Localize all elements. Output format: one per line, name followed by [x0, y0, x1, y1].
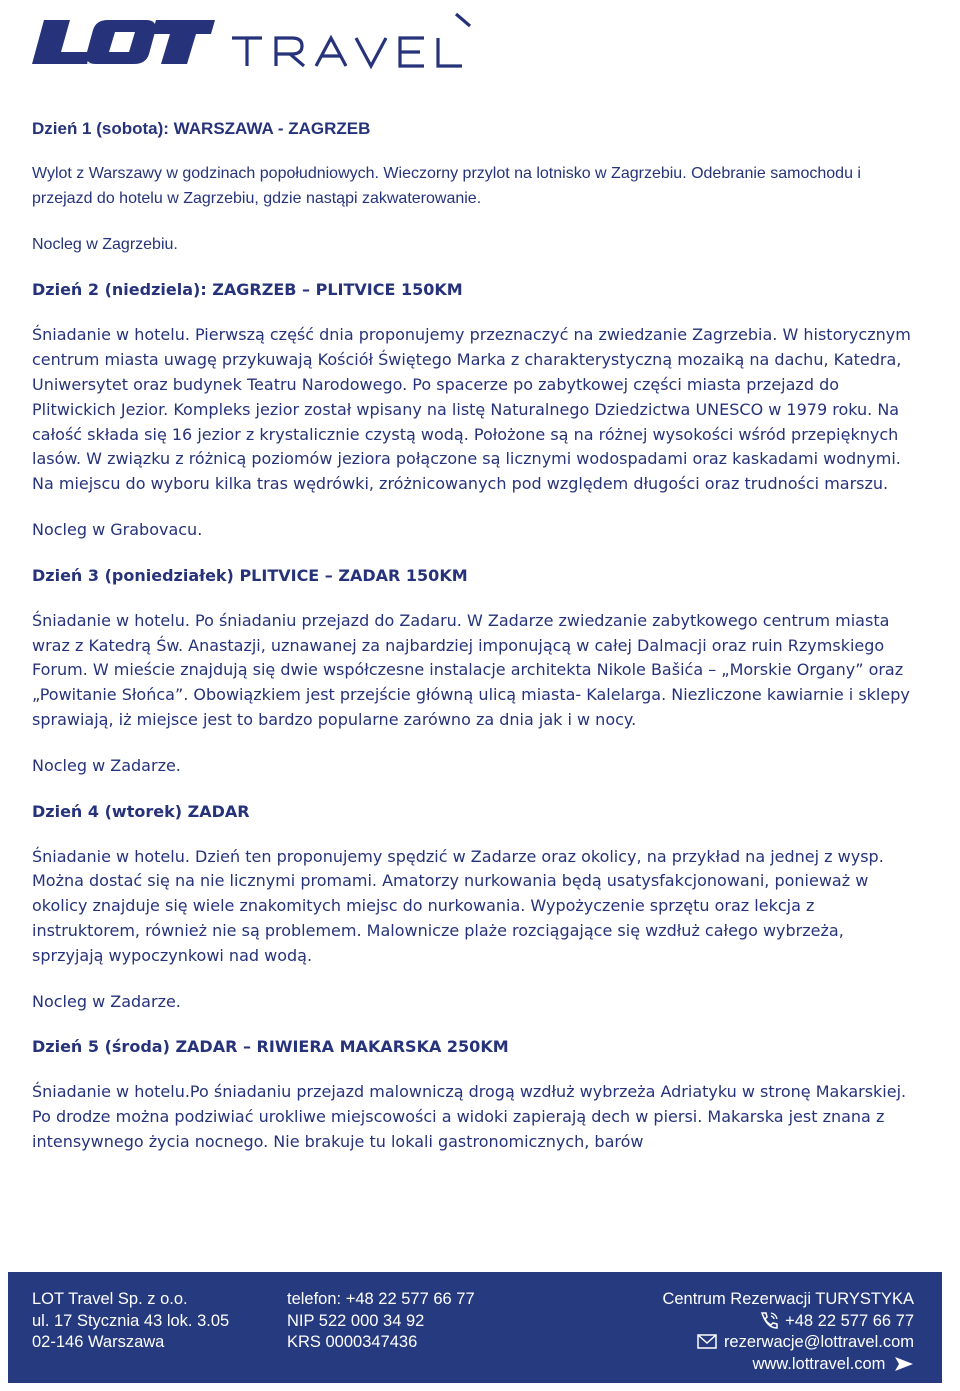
footer-krs: KRS 0000347436 [287, 1333, 418, 1351]
day-1-title: Dzień 1 (sobota): WARSZAWA - ZAGRZEB [32, 119, 371, 138]
footer-email-row[interactable] [662, 1332, 914, 1354]
footer-website[interactable]: www.lottravel.com [752, 1354, 886, 1373]
day-2-paragraph-1: Śniadanie w hotelu. Pierwszą część dnia proponujemy przeznaczyć na zwiedzanie Zagrzebia. W historycznym centrum miasta uwagę przykuwają Kościół Świętego Marka z charakterystyczną mozaiką na dachu, Katedra, Uniwersytet oraz budynek Teatru Narodowego. Po spacerze po zabytkowej części miasta przejazd do Plitwickich Jezior. Kompleks jezior został wpisany na listę Naturalnego Dziedzictwa UNESCO w 1979 roku. Na całość składa się 16 jezior z krystalicznie czystą wodą. Położone są na różnej wysokości wśród przepięknych lasów. W związku z różnicą poziomów jeziora połączone są licznymi wodospadami oraz kaskadami wodnymi. Na miejscu do wyboru kilka tras wędrówki, zróżnicowanych pod względem długości oraz trudności marszu. [32, 325, 911, 494]
phone-icon [759, 1311, 779, 1329]
footer-center-phone-row[interactable] [662, 1311, 914, 1333]
footer-address [32, 1289, 229, 1354]
lot-travel-logo-graphic [30, 8, 475, 70]
day-4-section [32, 800, 912, 1015]
day-2-paragraph-2: Nocleg w Grabovacu. [32, 519, 203, 539]
day-3-paragraph-2: Nocleg w Zadarze. [32, 755, 181, 775]
footer-street: ul. 17 Stycznia 43 lok. 3.05 [32, 1311, 230, 1330]
day-5-paragraph-1: Śniadanie w hotelu.Po śniadaniu przejazd malowniczą drogą wzdłuż wybrzeża Adriatyku w stronę Makarskiej. Po drodze można podziwiać urokliwe miejscowości a widoki zapierają dech w piersi. Makarska jest znana z intensywnego życia nocnego. Nie brakuje tu lokali gastronomicznych, barów [32, 1082, 907, 1151]
envelope-icon [696, 1332, 718, 1350]
footer-nip: NIP 522 000 34 92 [287, 1311, 425, 1330]
lot-travel-logo [30, 8, 475, 70]
day-4-title: Dzień 4 (wtorek) ZADAR [32, 801, 250, 821]
footer-email[interactable]: rezerwacje@lottravel.com [723, 1333, 914, 1351]
day-5-section [32, 1035, 912, 1154]
itinerary-content [32, 117, 912, 1176]
day-4-paragraph-2: Nocleg w Zadarze. [32, 991, 181, 1011]
footer-website-row[interactable] [662, 1354, 914, 1376]
day-3-paragraph-1: Śniadanie w hotelu. Po śniadaniu przejazd do Zadaru. W Zadarze zwiedzanie zabytkowego centrum miasta wraz z Katedrą Św. Anastazji, uznawanej za najbardziej imponującą w całej Dalmacji oraz ruin Rzymskiego Forum. W mieście znajdują się dwie współczesne instalacje architekta Nikole Bašića – „Morskie Organy” oraz „Powitanie Słońca”. Obowiązkiem jest przejście główną ulicą miasta- Kalelarga. Niezliczone kawiarnie i sklepy sprawiają, iż miejsce jest to bardzo popularne zarówno za dnia jak i w nocy. [32, 610, 910, 729]
footer-city: 02-146 Warszawa [32, 1333, 165, 1351]
day-1-paragraph-2: Nocleg w Zagrzebiu. [32, 235, 178, 253]
footer-contact [662, 1289, 914, 1375]
footer-phone: telefon: +48 22 577 66 77 [287, 1290, 475, 1308]
day-1-section [32, 117, 912, 257]
footer-center: Centrum Rezerwacji TURYSTYKA [662, 1290, 914, 1308]
footer-registration [287, 1289, 475, 1354]
arrow-right-icon [894, 1356, 914, 1372]
day-3-title: Dzień 3 (poniedziałek) PLITVICE – ZADAR 150KM [32, 565, 468, 585]
day-5-title: Dzień 5 (środa) ZADAR – RIWIERA MAKARSKA 250KM [32, 1037, 509, 1057]
day-1-paragraph-1: Wylot z Warszawy w godzinach popołudniowych. Wieczorny przylot na lotnisko w Zagrzebiu. Odebranie samochodu i przejazd do hotelu w Zagrzebiu, gdzie nastąpi zakwaterowanie. [32, 165, 861, 207]
footer-center-phone[interactable]: +48 22 577 66 77 [785, 1311, 914, 1330]
day-2-title: Dzień 2 (niedziela): ZAGRZEB – PLITVICE 150KM [32, 280, 463, 300]
day-4-paragraph-1: Śniadanie w hotelu. Dzień ten proponujemy spędzić w Zadarze oraz okolicy, na przykład na jednej z wysp. Można dostać się na nie licznymi promami. Amatorzy nurkowania będą usatysfakcjonowani, ponieważ w okolicy znajduje się wiele znakomitych miejsc do nurkowania. Wypożyczenie sprzętu oraz lekcja z instruktorem, również nie są problemem. Malownicze plaże rozciągające się wzdłuż całego wybrzeża, sprzyjają wypoczynkowi nad wodą. [32, 846, 884, 965]
day-2-section [32, 278, 912, 542]
footer-company: LOT Travel Sp. z o.o. [32, 1290, 188, 1308]
day-3-section [32, 564, 912, 779]
footer-bar [8, 1272, 942, 1383]
